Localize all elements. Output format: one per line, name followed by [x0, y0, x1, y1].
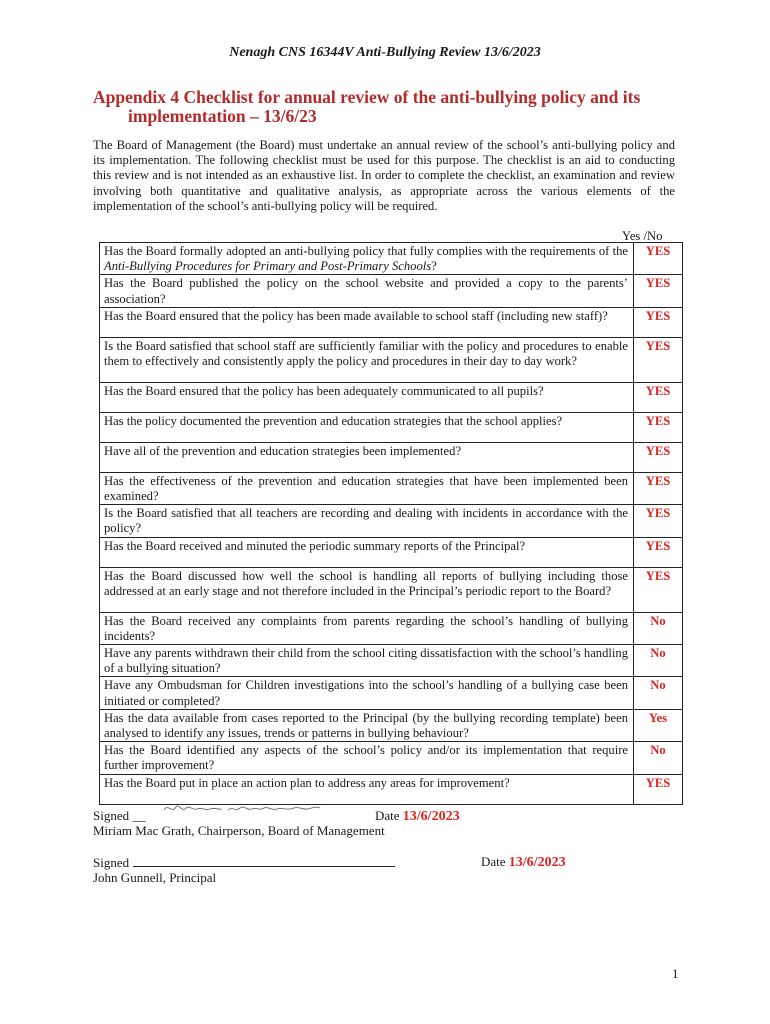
- checklist-answer: YES: [634, 537, 683, 567]
- signed-label: Signed __: [93, 808, 146, 823]
- checklist-answer: YES: [634, 243, 683, 275]
- checklist-question: [100, 243, 634, 275]
- question-suffix: ?: [431, 259, 437, 274]
- checklist-question: [100, 337, 634, 382]
- checklist-question: [100, 307, 634, 337]
- checklist-answer: YES: [634, 382, 683, 412]
- checklist-answer: YES: [634, 774, 683, 804]
- question-text: Has the Board formally adopted an anti-bullying policy that fully complies with the requirements of the: [104, 244, 628, 258]
- checklist-row: [100, 382, 683, 412]
- question-text: Is the Board satisfied that school staff are sufficiently familiar with the policy and procedures to enable them to effectively and consistently apply the policy and procedures in their day to day work?: [104, 338, 628, 369]
- date-label-principal: Date: [481, 854, 506, 869]
- checklist-question: [100, 709, 634, 741]
- question-text: Have all of the prevention and education strategies been implemented?: [104, 443, 462, 458]
- checklist-answer: No: [634, 612, 683, 644]
- checklist-row: [100, 472, 683, 504]
- checklist-answer: YES: [634, 472, 683, 504]
- checklist-question: [100, 645, 634, 677]
- checklist-answer: YES: [634, 442, 683, 472]
- checklist-answer: No: [634, 645, 683, 677]
- title-line-2: implementation – 13/6/23: [128, 106, 317, 126]
- checklist-answer: YES: [634, 505, 683, 537]
- chair-signature: [162, 801, 327, 817]
- checklist-row: [100, 442, 683, 472]
- question-text: Is the Board satisfied that all teachers are recording and dealing with incidents in accordance with the policy?: [104, 506, 628, 536]
- checklist-question: [100, 567, 634, 612]
- question-text: Has the Board received any complaints from parents regarding the school’s handling of bullying incidents?: [104, 613, 628, 643]
- question-text: Have any parents withdrawn their child from the school citing dissatisfaction with the school’s handling of a bullying situation?: [104, 646, 628, 676]
- checklist-answer: Yes: [634, 709, 683, 741]
- page-title: [93, 88, 693, 126]
- answer-column-header: Yes /No: [622, 229, 663, 243]
- checklist-answer: YES: [634, 275, 683, 307]
- intro-paragraph: The Board of Management (the Board) must undertake an annual review of the school’s anti-bullying policy and its implementation. The following checklist must be used for this purpose. The checklist is an aid to conducting this review and is not intended as an exhaustive list. In order to complete the checklist, an examination and review involving both quantitative and qualitative analysis, as appropriate across the various elements of the implementation of the school’s anti-bullying policy will be required.: [93, 138, 675, 213]
- principal-name: John Gunnell, Principal: [93, 870, 217, 885]
- signature-line: [133, 866, 395, 867]
- chair-date: [375, 808, 460, 825]
- question-text: Has the Board discussed how well the school is handling all reports of bullying including those addressed at an early stage and not therefore included in the Principal’s periodic report to the Board?: [104, 568, 628, 598]
- checklist-row: [100, 774, 683, 804]
- checklist-question: [100, 275, 634, 307]
- question-text: Has the Board put in place an action plan to address any areas for improvement?: [104, 775, 510, 790]
- checklist-row: [100, 505, 683, 537]
- title-line-1: Appendix 4 Checklist for annual review of the anti-bullying policy and its: [93, 87, 641, 107]
- checklist-row: [100, 337, 683, 382]
- page-number: 1: [672, 966, 679, 981]
- checklist-row: [100, 709, 683, 741]
- checklist-answer: YES: [634, 307, 683, 337]
- checklist-question: [100, 412, 634, 442]
- question-text: Has the Board ensured that the policy has been made available to school staff (including new staff)?: [104, 308, 608, 323]
- signed-label-principal: Signed: [93, 855, 130, 870]
- question-text: Has the Board received and minuted the periodic summary reports of the Principal?: [104, 538, 526, 553]
- checklist-table: [99, 242, 683, 805]
- checklist-row: [100, 677, 683, 709]
- checklist-row: [100, 243, 683, 275]
- question-text: Have any Ombudsman for Children investigations into the school’s handling of a bullying case been initiated or completed?: [104, 678, 628, 708]
- question-text: Has the Board published the policy on the school website and provided a copy to the parents’ association?: [104, 276, 628, 306]
- question-text: Has the Board identified any aspects of the school’s policy and/or its implementation that require further improvement?: [104, 743, 628, 773]
- checklist-question: [100, 505, 634, 537]
- checklist-question: [100, 472, 634, 504]
- checklist-question: [100, 677, 634, 709]
- page-header: Nenagh CNS 16344V Anti-Bullying Review 13/6/2023: [229, 45, 541, 60]
- checklist-question: [100, 442, 634, 472]
- checklist-question: [100, 537, 634, 567]
- question-text: Has the data available from cases reported to the Principal (by the bullying recording template) been analysed to identify any issues, trends or patterns in bullying behaviour?: [104, 710, 628, 741]
- chair-name: Miriam Mac Grath, Chairperson, Board of Management: [93, 823, 385, 838]
- checklist-question: [100, 382, 634, 412]
- checklist-row: [100, 537, 683, 567]
- question-text: Has the policy documented the prevention and education strategies that the school applies?: [104, 413, 563, 428]
- checklist-row: [100, 742, 683, 774]
- checklist-row: [100, 412, 683, 442]
- checklist-answer: YES: [634, 337, 683, 382]
- question-text: Has the Board ensured that the policy has been adequately communicated to all pupils?: [104, 383, 544, 398]
- principal-signed-line: [93, 855, 395, 871]
- question-emphasis: Anti-Bullying Procedures for Primary and Post-Primary Schools: [104, 259, 432, 274]
- chair-signed-line: [93, 808, 145, 824]
- chair-date-value: 13/6/2023: [402, 809, 460, 824]
- question-text: Has the effectiveness of the prevention and education strategies that have been implemented been examined?: [104, 473, 628, 504]
- checklist-answer: No: [634, 677, 683, 709]
- checklist-row: [100, 612, 683, 644]
- checklist-row: [100, 307, 683, 337]
- checklist-answer: No: [634, 742, 683, 774]
- checklist-row: [100, 645, 683, 677]
- date-label: Date: [375, 808, 400, 823]
- checklist-question: [100, 774, 634, 804]
- principal-date: [481, 854, 566, 871]
- principal-date-value: 13/6/2023: [508, 855, 566, 870]
- checklist-row: [100, 567, 683, 612]
- checklist-question: [100, 612, 634, 644]
- checklist-answer: YES: [634, 567, 683, 612]
- checklist-question: [100, 742, 634, 774]
- checklist-answer: YES: [634, 412, 683, 442]
- checklist-row: [100, 275, 683, 307]
